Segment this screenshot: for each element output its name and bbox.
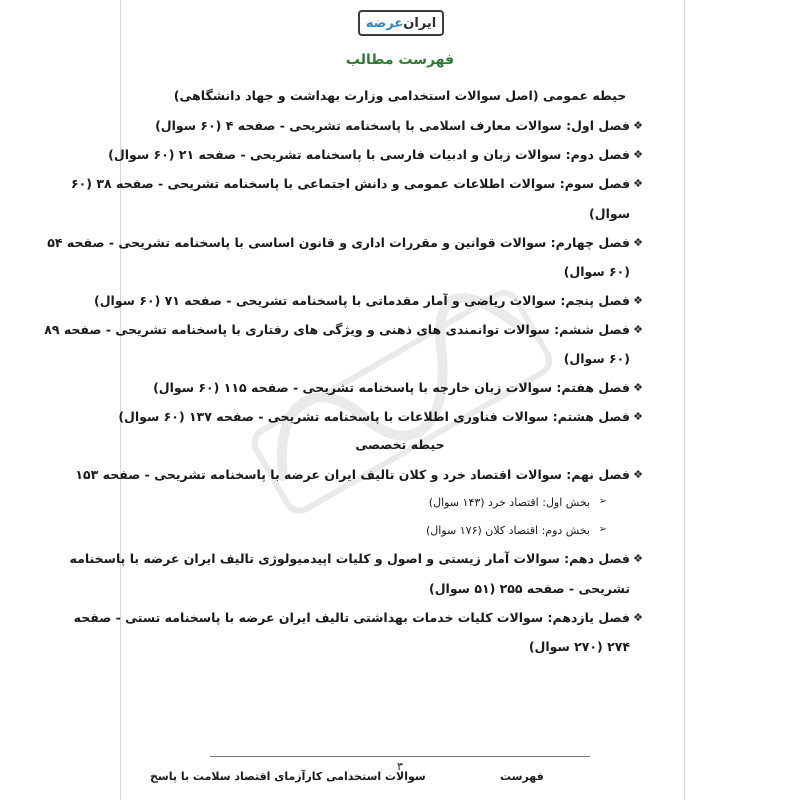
- chapter-8-line-1: فصل هشتم: سوالات فناوری اطلاعات با پاسخنامه تشریحی - صفحه ۱۳۷ (۶۰ سوال): [118, 409, 630, 424]
- bullet-icon: ❖: [633, 148, 643, 161]
- sub-arrow-icon: ➢: [598, 496, 607, 507]
- general-section-heading: حیطه عمومی (اصل سوالات استخدامی وزارت بهداشت و جهاد دانشگاهی): [173, 88, 627, 103]
- chapter-9-sub-1: بخش اول: اقتصاد خرد (۱۴۳ سوال): [428, 496, 590, 509]
- logo-text-part2: عرضه: [365, 15, 404, 31]
- toc-title: فهرست مطالب: [345, 52, 455, 68]
- specialized-section-heading: حیطه تخصصی: [355, 437, 445, 452]
- chapter-1-line-1: فصل اول: سوالات معارف اسلامی با پاسخنامه تشریحی - صفحه ۴ (۶۰ سوال): [155, 118, 630, 133]
- chapter-10-line-2: تشریحی - صفحه ۲۵۵ (۵۱ سوال): [428, 581, 630, 596]
- bullet-icon: ❖: [633, 381, 643, 394]
- chapter-11-line-2: ۲۷۴ (۲۷۰ سوال): [528, 639, 630, 654]
- bullet-icon: ❖: [633, 177, 643, 190]
- chapter-3-line-2: سوال): [589, 206, 630, 221]
- page-number: ۳: [397, 760, 403, 773]
- chapter-11-line-1: فصل یازدهم: سوالات کلیات خدمات بهداشتی تالیف ایران عرضه با پاسخنامه تستی - صفحه: [73, 610, 630, 625]
- publisher-logo: [358, 10, 444, 36]
- chapter-9-sub-2: بخش دوم: اقتصاد کلان (۱۷۶ سوال): [426, 524, 590, 537]
- bullet-icon: ❖: [633, 552, 643, 565]
- bullet-icon: ❖: [633, 468, 643, 481]
- chapter-2-line-1: فصل دوم: سوالات زبان و ادبیات فارسی با پاسخنامه تشریحی - صفحه ۲۱ (۶۰ سوال): [108, 147, 630, 162]
- chapter-4-line-2: (۶۰ سوال): [563, 264, 630, 279]
- chapter-6-line-2: (۶۰ سوال): [563, 351, 630, 366]
- bullet-icon: ❖: [633, 410, 643, 423]
- chapter-9-line-1: فصل نهم: سوالات اقتصاد خرد و کلان تالیف ایران عرضه با پاسخنامه تشریحی - صفحه ۱۵۳: [75, 467, 630, 482]
- footer-divider: [210, 756, 590, 757]
- footer-book-title: سوالات استخدامی کارآزمای اقتصاد سلامت با پاسخ: [150, 770, 426, 783]
- logo-text-part1: ایران: [403, 15, 437, 31]
- sub-arrow-icon: ➢: [598, 524, 607, 535]
- footer-section-label: فهرست: [500, 770, 544, 783]
- bullet-icon: ❖: [633, 119, 643, 132]
- bullet-icon: ❖: [633, 236, 643, 249]
- bullet-icon: ❖: [633, 611, 643, 624]
- chapter-6-line-1: فصل ششم: سوالات توانمندی های ذهنی و ویژگی های رفتاری با پاسخنامه تشریحی - صفحه ۸۹: [44, 322, 630, 337]
- chapter-3-line-1: فصل سوم: سوالات اطلاعات عمومی و دانش اجتماعی با پاسخنامه تشریحی - صفحه ۳۸ (۶۰: [71, 176, 630, 191]
- chapter-4-line-1: فصل چهارم: سوالات قوانین و مقررات اداری و قانون اساسی با پاسخنامه تشریحی - صفحه ۵۴: [47, 235, 630, 250]
- bullet-icon: ❖: [633, 323, 643, 336]
- chapter-10-line-1: فصل دهم: سوالات آمار زیستی و اصول و کلیات اپیدمیولوژی تالیف ایران عرضه با پاسخنامه: [69, 551, 630, 566]
- chapter-5-line-1: فصل پنجم: سوالات ریاضی و آمار مقدماتی با پاسخنامه تشریحی - صفحه ۷۱ (۶۰ سوال): [93, 293, 630, 308]
- chapter-7-line-1: فصل هفتم: سوالات زبان خارجه با پاسخنامه تشریحی - صفحه ۱۱۵ (۶۰ سوال): [153, 380, 630, 395]
- bullet-icon: ❖: [633, 294, 643, 307]
